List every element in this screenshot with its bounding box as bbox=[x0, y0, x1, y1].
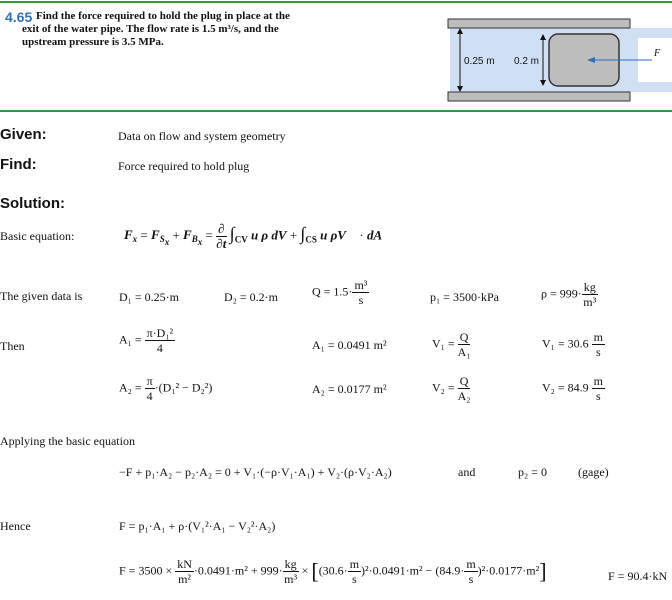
a1-result: A₁ = 0.0491 m² bbox=[312, 338, 387, 352]
rho-unit-num: kg bbox=[583, 280, 596, 294]
jet-top bbox=[630, 28, 672, 38]
jet-bottom bbox=[630, 82, 672, 92]
kg-unit-den: m³ bbox=[284, 572, 298, 586]
applying-label: Applying the basic equation bbox=[0, 434, 135, 448]
solution-heading: Solution: bbox=[0, 195, 65, 212]
a1-den: 4 bbox=[156, 341, 163, 355]
final-force-calculation: F = 3500 × $\frac{kN}{\text{m²}}$ ·0.0491·m² + 999· $\frac{kg}{\text{m³}}$ × [(30.6· $\frac{m}{s}$ )²·0.0491·m² − (84.9· $\frac{m}{s}$ )²·0.0177·m²] bbox=[119, 557, 547, 586]
v1-s: s bbox=[352, 572, 357, 586]
v2-lhs: V₂ = bbox=[432, 380, 455, 395]
given-data-label: The given data is bbox=[0, 289, 83, 303]
p2-equation: p₂ = 0 bbox=[518, 465, 547, 479]
v1-unit-den: s bbox=[595, 345, 601, 359]
given-text: Data on flow and system geometry bbox=[118, 129, 286, 143]
momentum-equation: −F + p₁·A₂ − p₂·A₂ = 0 + V₁·(−ρ·V₁·A₁) + V₂·(ρ·V₂·A₂) bbox=[119, 465, 392, 479]
v2-den: A₂ bbox=[457, 389, 471, 403]
final-mid: ·0.0491·m² + 999· bbox=[193, 563, 283, 578]
a2-formula bbox=[119, 374, 212, 403]
a2-four: 4 bbox=[146, 389, 153, 403]
d2-label: 0.2 m bbox=[514, 56, 540, 67]
rho-unit-den: m³ bbox=[583, 295, 597, 309]
q-unit-num: m³ bbox=[354, 278, 368, 292]
rho-value bbox=[541, 280, 598, 309]
force-label: F bbox=[654, 48, 661, 59]
kg-unit-num: kg bbox=[284, 557, 297, 571]
basic-equation: $F_x = F_{S_x} + F_{B_x}$ = $\frac{\partial}{\partial t}$ $\int_{CV}$ u ρ dV + $\int_{CS}$ u ρV⃗ · dA⃗ bbox=[124, 221, 393, 251]
v2-m: m bbox=[466, 557, 476, 571]
p1-value: p₁ = 3500·kPa bbox=[430, 290, 499, 304]
q-unit-den: s bbox=[358, 293, 364, 307]
v1-m: m bbox=[349, 557, 360, 571]
pipe-wall-bottom bbox=[448, 92, 630, 101]
a2-rest: ·(D₁² − D₂²) bbox=[154, 380, 213, 395]
gage-label: (gage) bbox=[578, 465, 609, 479]
v2-unit-num: m bbox=[593, 374, 603, 388]
find-heading: Find: bbox=[0, 156, 37, 173]
v1-den: A₁ bbox=[457, 345, 471, 359]
basic-equation-label: Basic equation: bbox=[0, 229, 75, 243]
v1-num: Q bbox=[458, 330, 471, 345]
d2-value: D₂ = 0.2·m bbox=[224, 290, 278, 304]
rho-prefix: ρ = 999· bbox=[541, 286, 582, 301]
v2-value: V₂ = 84.9 bbox=[542, 380, 589, 395]
and-label: and bbox=[458, 465, 476, 479]
then-label: Then bbox=[0, 339, 25, 353]
v1-lhs: V₁ = bbox=[432, 336, 455, 351]
problem-number: 4.65 bbox=[5, 9, 33, 25]
pipe-wall-top bbox=[448, 19, 630, 28]
v2-unit-den: s bbox=[595, 389, 601, 403]
bracket-b: )²·0.0491·m² − (84.9· bbox=[361, 563, 465, 578]
hence-label: Hence bbox=[0, 519, 31, 533]
given-heading: Given: bbox=[0, 126, 47, 143]
q-prefix: Q = 1.5· bbox=[312, 284, 353, 299]
kn-unit-den: m² bbox=[178, 572, 192, 586]
final-prefix: F = 3500 × bbox=[119, 563, 173, 578]
problem-text-line-1: Find the force required to hold the plug in place at the bbox=[36, 10, 290, 22]
v2-num: Q bbox=[458, 374, 471, 389]
v2-result bbox=[542, 374, 605, 403]
kn-unit-num: kN bbox=[177, 557, 192, 571]
section-rule bbox=[0, 110, 672, 112]
a2-pi: π bbox=[146, 374, 153, 388]
pipe-plug-figure bbox=[440, 14, 672, 106]
d1-value: D₁ = 0.25·m bbox=[119, 290, 179, 304]
bracket-a: (30.6· bbox=[318, 563, 348, 578]
v2-formula bbox=[432, 374, 470, 403]
a2-result: A₂ = 0.0177 m² bbox=[312, 382, 387, 396]
d1-label: 0.25 m bbox=[464, 56, 495, 67]
problem-text-line-2: exit of the water pipe. The flow rate is 1.5 m³/s, and the bbox=[22, 23, 279, 35]
problem-text-line-3: upstream pressure is 3.5 MPa. bbox=[22, 36, 164, 48]
a1-lhs: A₁ = bbox=[119, 332, 142, 347]
v1-result bbox=[542, 330, 605, 359]
bracket-c: )²·0.0177·m² bbox=[477, 563, 540, 578]
q-value bbox=[312, 278, 369, 307]
top-rule bbox=[0, 1, 672, 3]
a1-num: π·D₁² bbox=[146, 326, 174, 340]
v1-unit-num: m bbox=[593, 330, 603, 344]
a2-lhs: A₂ = bbox=[119, 380, 142, 395]
force-equation: F = p₁·A₁ + ρ·(V₁²·A₁ − V₂²·A₂) bbox=[119, 519, 276, 533]
final-times: × bbox=[301, 563, 309, 578]
v2-s: s bbox=[468, 572, 474, 586]
v1-formula bbox=[432, 330, 470, 359]
v1-value: V₁ = 30.6 bbox=[542, 336, 589, 351]
find-text: Force required to hold plug bbox=[118, 159, 250, 173]
final-result: F = 90.4·kN bbox=[608, 569, 668, 583]
a1-formula bbox=[119, 326, 175, 355]
